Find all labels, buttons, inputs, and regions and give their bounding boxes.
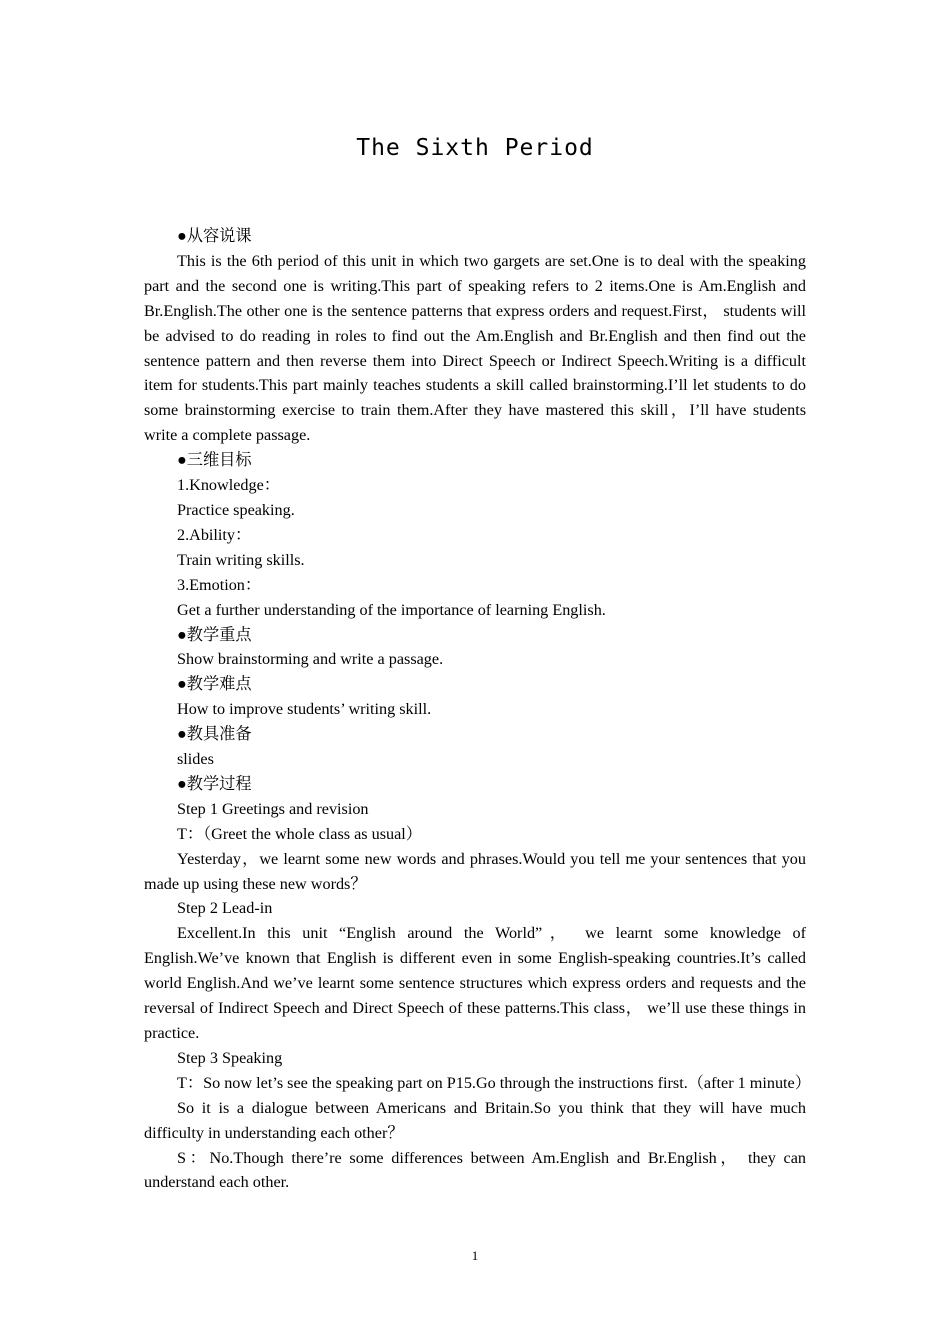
page-title: The Sixth Period — [356, 135, 594, 161]
objective-knowledge-text: Practice speaking. — [177, 500, 295, 519]
teaching-aids-text: slides — [177, 750, 214, 769]
section-heading-objectives: ●三维目标 — [177, 451, 252, 470]
objective-knowledge-label: 1.Knowledge： — [177, 476, 280, 495]
difficulties-text: How to improve students’ writing skill. — [177, 700, 432, 719]
step-1-paragraph: Yesterday，we learnt some new words and phrases.Would you tell me your sentences that you made up using these new words？ — [144, 849, 806, 893]
objective-ability-label: 2.Ability： — [177, 525, 252, 544]
step-3-teacher-line: T：So now let’s see the speaking part on P15.Go through the instructions first.（after 1 minute） — [177, 1073, 811, 1092]
paragraph-lesson-intro: This is the 6th period of this unit in which two gargets are set.One is to deal with the speaking part and the second one is writing.This part of speaking refers to 2 items.One is Am.English and Br.English.The other one is the sentence patterns that express orders and request.First， students will be advised to do reading in roles to find out the Am.English and Br.English and then find out the sentence pattern and then reverse them into Direct Speech or Indirect Speech.Writing is a difficult item for students.This part mainly teaches students a skill called brainstorming.I’ll let students to do some brainstorming exercise to train them.After they have mastered this skill，I’ll have students write a complete passage. — [144, 251, 806, 445]
step-2-heading: Step 2 Lead-in — [177, 899, 273, 918]
section-heading-procedure: ●教学过程 — [177, 774, 252, 793]
objective-ability-text: Train writing skills. — [177, 550, 305, 569]
step-3-heading: Step 3 Speaking — [177, 1048, 283, 1067]
section-heading-lesson-intro: ●从容说课 — [177, 227, 252, 245]
section-heading-key-points: ●教学重点 — [177, 625, 252, 644]
step-1-heading: Step 1 Greetings and revision — [177, 799, 369, 818]
page-number: 1 — [471, 1248, 479, 1263]
key-points-text: Show brainstorming and write a passage. — [177, 650, 444, 669]
step-3-paragraph: So it is a dialogue between Americans and Britain.So you think that they will have much difficulty in understanding each other？ — [144, 1098, 806, 1142]
objective-emotion-label: 3.Emotion： — [177, 575, 262, 594]
step-1-teacher-line: T：（Greet the whole class as usual） — [177, 824, 422, 843]
section-heading-difficulties: ●教学难点 — [177, 675, 252, 694]
objective-emotion-text: Get a further understanding of the importance of learning English. — [177, 600, 606, 619]
section-heading-teaching-aids: ●教具准备 — [177, 725, 252, 744]
step-2-paragraph: Excellent.In this unit “English around the World”， we learnt some knowledge of English.We’ve known that English is different even in some English-speaking countries.It’s called world English.And we’ve learnt some sentence structures which express orders and requests and the reversal of Indirect Speech and Direct Speech of these patterns.This class， we’ll use these things in practice. — [144, 924, 806, 1042]
step-3-student-line: S：No.Though there’re some differences between Am.English and Br.English， they can understand each other. — [144, 1148, 806, 1192]
document-body — [144, 224, 811, 1195]
